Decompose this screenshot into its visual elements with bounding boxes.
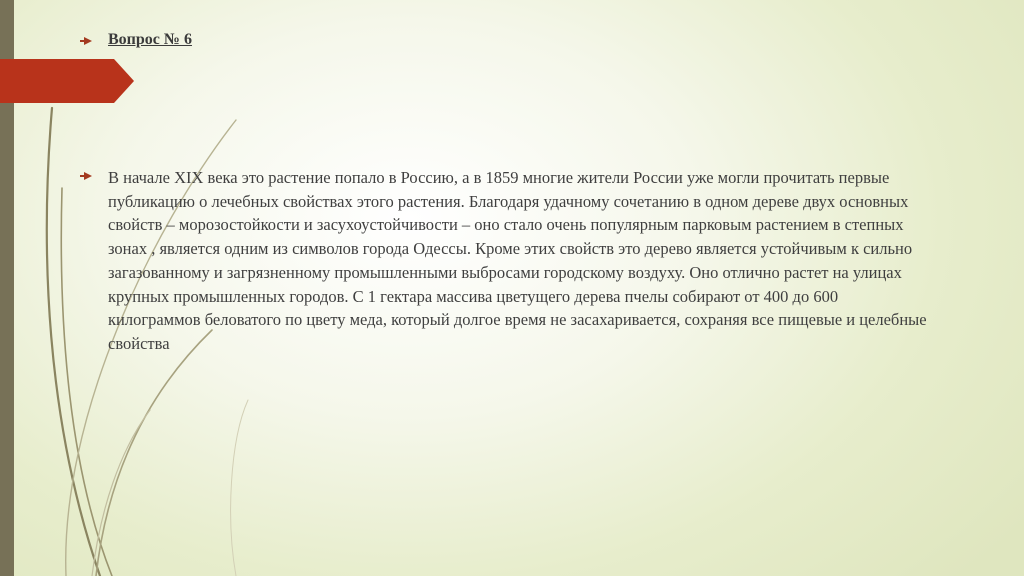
slide-heading: Вопрос № 6 (108, 31, 192, 48)
slide-paragraph: В начале XIX века это растение попало в Россию, а в 1859 многие жители России уже могли прочитать первые публикацию о лечебных свойствах этого растения. Благодаря удачному сочетанию в одном дереве двух основных свойств – морозостойкости и засухоустойчивости – оно стало очень популярным парковым растением в степных зонах , является одним из символов города Одессы. Кроме этих свойств это дерево является устойчивым к сильно загазованному и загрязненному промышленными выбросами городскому воздуху. Оно отлично растет на улицах крупных промышленных городов. С 1 гектара массива цветущего дерева пчелы собирают от 400 до 600 килограммов беловатого по цвету меда, который долгое время не засахаривается, сохраняя все пищевые и целебные свойства (108, 168, 927, 353)
curve-stem-4 (96, 330, 212, 576)
curve-stem-6 (231, 400, 248, 576)
curve-stem-5 (92, 410, 150, 576)
accent-tab (0, 59, 134, 103)
curve-stem-1 (47, 108, 100, 576)
arrow-bullet-icon (84, 172, 92, 180)
curve-stem-2 (61, 188, 112, 576)
arrow-bullet-icon (84, 37, 92, 45)
